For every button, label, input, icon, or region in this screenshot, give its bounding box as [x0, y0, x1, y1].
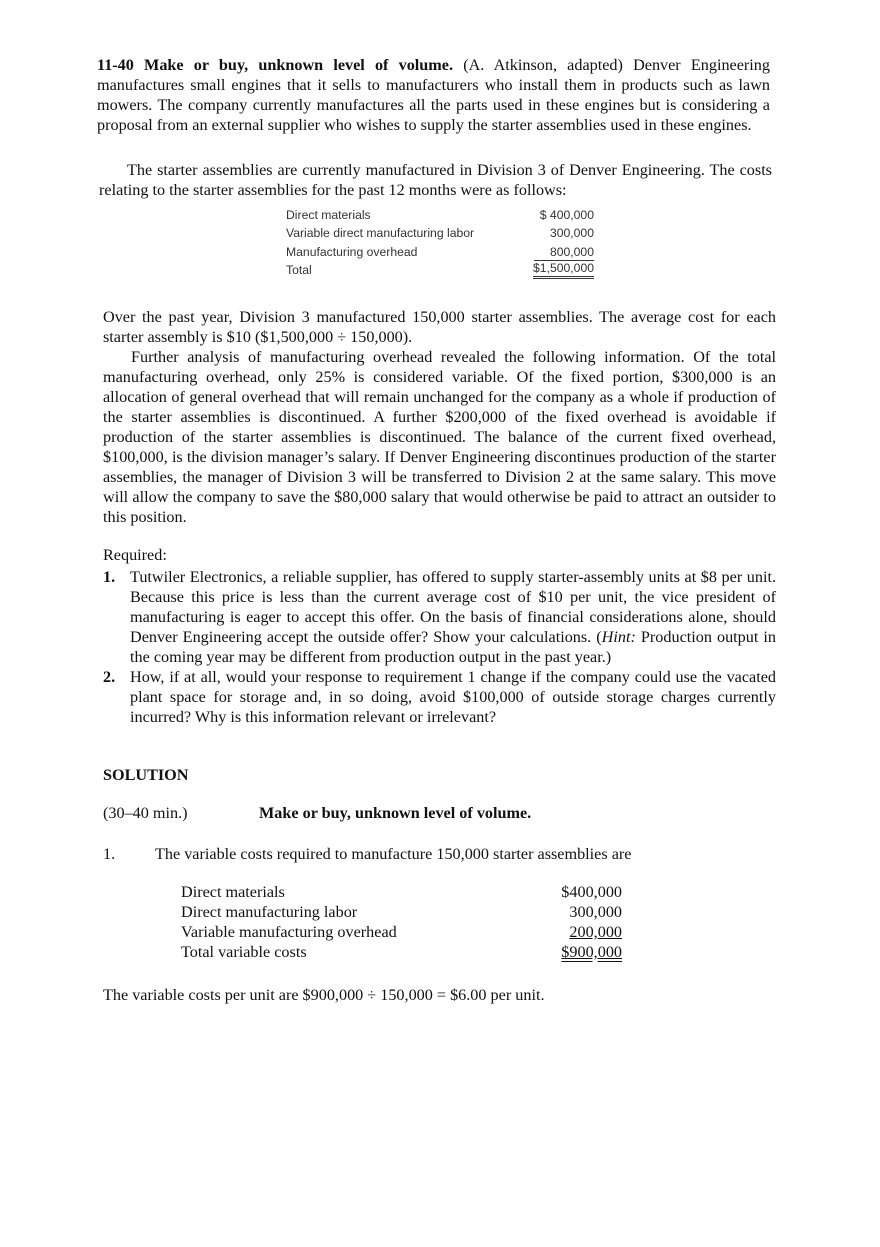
variable-cost-label: Total variable costs — [181, 943, 307, 961]
required-item-number: 1. — [103, 568, 116, 586]
problem-paragraph-2: The starter assemblies are currently manufactured in Division 3 of Denver Engineering. The costs relating to the starter assemblies for the past 12 months were as follows: — [99, 161, 772, 199]
problem-intro-text: (A. Atkinson, adapted) Denver Engineering manufactures small engines that it sells to manufacturers who install them in products such as lawn mowers. The company currently manufactures all the parts used in these engines but is considering a proposal from an external supplier who wishes to supply the starter assemblies used in these engines. — [97, 56, 770, 134]
variable-cost-value: $400,000 — [561, 883, 622, 901]
problem-number: 11-40 — [97, 56, 134, 74]
problem-intro — [97, 55, 770, 135]
solution-time: (30–40 min.) — [103, 804, 188, 822]
required-item — [103, 567, 776, 667]
variable-cost-value: $900,000 — [561, 943, 622, 961]
variable-cost-row — [181, 902, 622, 922]
cost-value: 300,000 — [549, 226, 594, 241]
cost-label: Manufacturing overhead — [286, 244, 418, 259]
cost-row — [286, 206, 594, 224]
variable-cost-label: Variable manufacturing overhead — [181, 923, 397, 941]
cost-row — [286, 243, 594, 261]
cost-label: Direct materials — [286, 208, 371, 222]
cost-label: Variable direct manufacturing labor — [286, 226, 475, 241]
required-item-text-part: Production output in the coming year may be different from production output in the past year.) — [130, 628, 776, 666]
problem-title: Make or buy, unknown level of volume. — [144, 56, 454, 74]
variable-cost-row — [181, 922, 622, 942]
required-item-text: How, if at all, would your response to requirement 1 change if the company could use the vacated plant space for storage and, in so doing, avoid $100,000 of outside storage charges currently incurred? Why is this information relevant or irrelevant? — [130, 668, 776, 726]
paragraph-3: Over the past year, Division 3 manufactured 150,000 starter assemblies. The average cost for each starter assembly is $10 ($1,500,000 ÷ 150,000). — [103, 308, 776, 346]
cost-row — [286, 224, 594, 242]
solution-title: Make or buy, unknown level of volume. — [259, 804, 532, 822]
cost-value: 800,000 — [534, 243, 594, 261]
variable-cost-value: 300,000 — [569, 903, 622, 921]
variable-cost-label: Direct materials — [181, 883, 285, 901]
required-item — [103, 667, 776, 727]
cost-table — [286, 206, 594, 279]
required-heading: Required: — [103, 546, 167, 564]
variable-cost-row — [181, 942, 622, 962]
cost-value: $1,500,000 — [533, 261, 594, 279]
cost-label: Total — [286, 262, 312, 277]
solution-step-text: The variable costs required to manufacture 150,000 starter assemblies are — [155, 845, 632, 863]
variable-cost-value: 200,000 — [569, 923, 622, 941]
required-item-number: 2. — [103, 668, 116, 686]
variable-cost-table — [181, 882, 622, 962]
solution-conclusion: The variable costs per unit are $900,000 ÷ 150,000 = $6.00 per unit. — [103, 986, 545, 1004]
required-item-text-part: Tutwiler Electronics, a reliable supplier, has offered to supply starter-assembly units at $8 per unit. Because this price is less than the current average cost of $10 per unit, the vice president of manufacturing is eager to accept this offer. On the basis of financial considerations alone, should Denver Engineering accept the outside offer? Show your calculations. ( — [130, 568, 776, 646]
cost-row — [286, 261, 594, 279]
paragraph-4: Further analysis of manufacturing overhead revealed the following information. Of the total manufacturing overhead, only 25% is considered variable. Of the fixed portion, $300,000 is an allocation of general overhead that will remain unchanged for the company as a whole if production of the starter assemblies is discontinued. A further $200,000 of the fixed overhead is avoidable if production of the starter assemblies is discontinued. The balance of the current fixed overhead, $100,000, is the division manager’s salary. If Denver Engineering discontinues production of the starter assemblies, the manager of Division 3 will be transferred to Division 2 at the same salary. This move will allow the company to save the $80,000 salary that would otherwise be paid to attract an outsider to this position. — [103, 348, 776, 526]
required-item-text — [130, 567, 776, 667]
hint-label: Hint: — [601, 628, 636, 646]
required-list — [103, 567, 776, 727]
solution-step-number: 1. — [103, 845, 116, 863]
variable-cost-row — [181, 882, 622, 902]
variable-cost-label: Direct manufacturing labor — [181, 903, 358, 921]
cost-value: $ 400,000 — [539, 208, 594, 222]
solution-heading: SOLUTION — [103, 766, 189, 784]
